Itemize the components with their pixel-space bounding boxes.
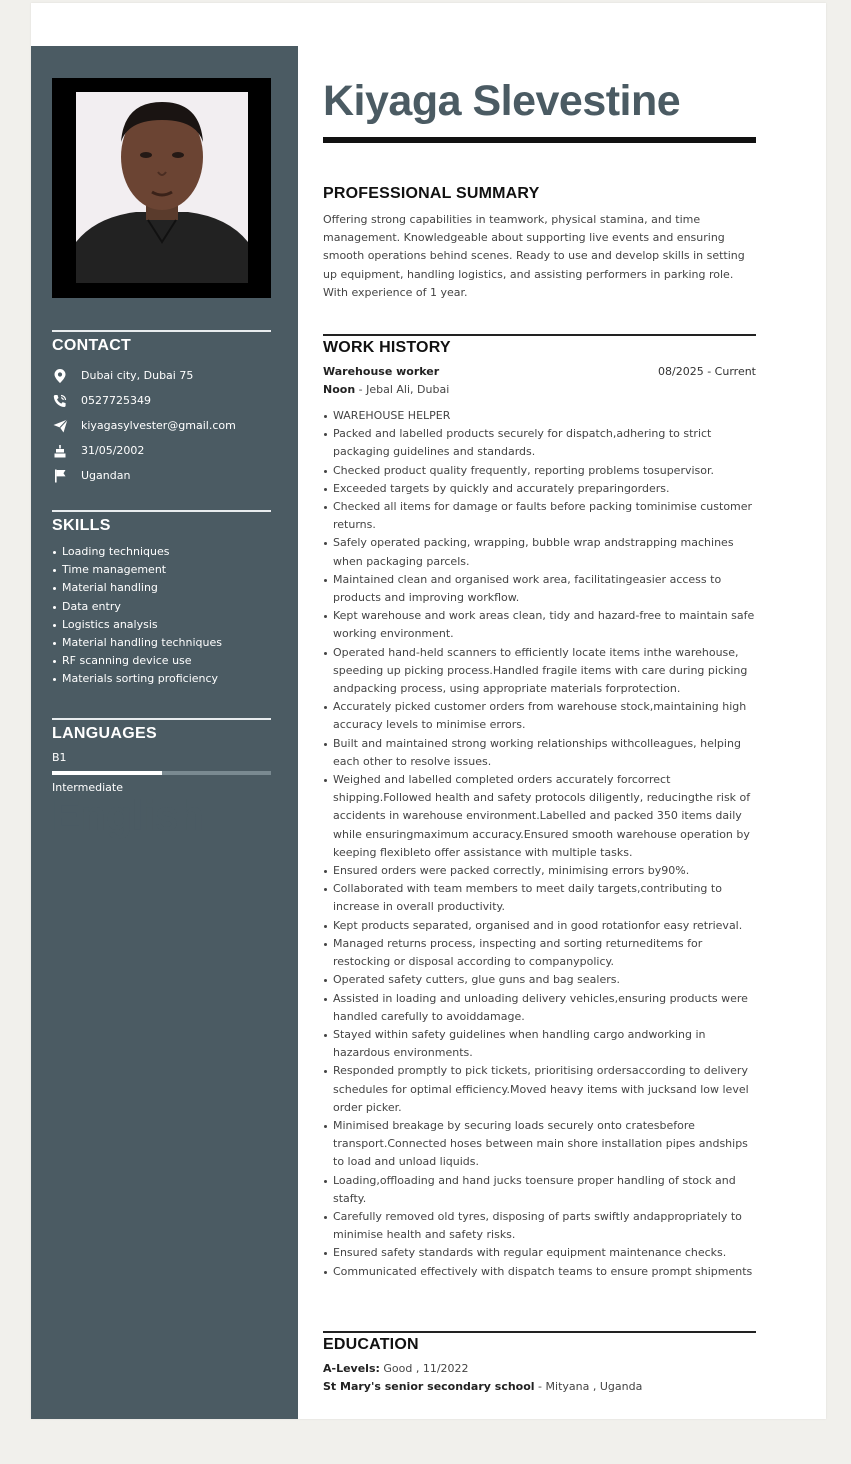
- job-header: [323, 365, 756, 378]
- skill-item: Logistics analysis: [52, 616, 271, 634]
- language-name: English: [52, 792, 204, 840]
- skills-list: [52, 543, 271, 689]
- language-proficiency-bar: [52, 771, 271, 775]
- skill-item: Data entry: [52, 598, 271, 616]
- summary-heading: PROFESSIONAL SUMMARY: [323, 185, 540, 202]
- divider: [323, 1331, 756, 1333]
- contact-heading: CONTACT: [52, 337, 132, 354]
- duty-item: Weighed and labelled completed orders accurately forcorrect shipping.Followed health and safety protocols diligently, reducingthe risk of accidents in warehouse environment.Labelled and packed 350 items daily while ensuringmaximum accuracy.Ensured smooth warehouse operation by keeping flexibleto offer assistance with multiple tasks.: [323, 771, 756, 862]
- duty-item: Kept products separated, organised and in good rotationfor easy retrieval.: [323, 917, 756, 935]
- duty-item: Loading,offloading and hand jucks toensure proper handling of stock and stafty.: [323, 1172, 756, 1208]
- language-proficiency-fill: [52, 771, 162, 775]
- sidebar: [31, 46, 298, 1419]
- education-heading: EDUCATION: [323, 1336, 419, 1353]
- divider: [323, 334, 756, 336]
- languages-section: [52, 718, 271, 840]
- job-title: Warehouse worker: [323, 365, 440, 378]
- work-history-heading: WORK HISTORY: [323, 339, 451, 356]
- duty-item: Checked all items for damage or faults before packing tominimise customer returns.: [323, 498, 756, 534]
- degree-name: A-Levels:: [323, 1362, 380, 1375]
- summary-text: Offering strong capabilities in teamwork, physical stamina, and time management. Knowledgeable about supporting live events and ensuring smooth operations behind scenes. Ready to use and develop skills in setting up equipment, handling logistics, and assisting performers in parking role. With experience of 1 year.: [323, 213, 745, 299]
- duty-item: Built and maintained strong working relationships withcolleagues, helping each other to resolve issues.: [323, 735, 756, 771]
- duty-item: Ensured orders were packed correctly, minimising errors by90%.: [323, 862, 756, 880]
- contact-birthdate: [52, 438, 271, 463]
- name-underline: [323, 137, 756, 143]
- skills-heading: SKILLS: [52, 517, 111, 534]
- duty-item: Packed and labelled products securely for dispatch,adhering to strict packaging guidelines and standards.: [323, 425, 756, 461]
- skill-item: Materials sorting proficiency: [52, 670, 271, 688]
- degree-detail: Good , 11/2022: [379, 1362, 469, 1375]
- candidate-name: Kiyaga Slevestine: [323, 77, 681, 125]
- duty-item: Communicated effectively with dispatch teams to ensure prompt shipments: [323, 1263, 756, 1281]
- duty-item: Operated safety cutters, glue guns and bag sealers.: [323, 971, 756, 989]
- contact-nationality: [52, 463, 271, 488]
- duty-item: Managed returns process, inspecting and sorting returneditems for restocking or disposal according to companypolicy.: [323, 935, 756, 971]
- skill-item: Time management: [52, 561, 271, 579]
- duty-item: Stayed within safety guidelines when handling cargo andworking in hazardous environments.: [323, 1026, 756, 1062]
- contact-email: [52, 413, 271, 438]
- job-dates: 08/2025 - Current: [658, 365, 756, 378]
- duty-item: Ensured safety standards with regular equipment maintenance checks.: [323, 1244, 756, 1262]
- duty-item: Safely operated packing, wrapping, bubble wrap andstrapping machines when packaging parcels.: [323, 534, 756, 570]
- send-icon: [52, 418, 68, 434]
- employer-location: - Jebal Ali, Dubai: [355, 383, 450, 396]
- divider: [52, 718, 271, 720]
- duty-item: Operated hand-held scanners to efficiently locate items inthe warehouse, speeding up picking process.Handled fragile items with care during picking andpacking process, using appropriate materials forprotection.: [323, 644, 756, 699]
- divider: [52, 510, 271, 512]
- contact-address: [52, 363, 271, 388]
- employer: [323, 383, 449, 396]
- duty-item: Checked product quality frequently, reporting problems tosupervisor.: [323, 462, 756, 480]
- profile-photo: [76, 92, 248, 283]
- contact-email-text: kiyagasylvester@gmail.com: [81, 419, 236, 432]
- divider: [52, 330, 271, 332]
- contact-phone: [52, 388, 271, 413]
- education-degree: [323, 1362, 469, 1375]
- contact-address-text: Dubai city, Dubai 75: [81, 369, 194, 382]
- contact-nationality-text: Ugandan: [81, 469, 131, 482]
- employer-name: Noon: [323, 383, 356, 396]
- languages-heading: LANGUAGES: [52, 725, 157, 742]
- skill-item: Material handling techniques: [52, 634, 271, 652]
- duty-item: Assisted in loading and unloading delivery vehicles,ensuring products were handled carefully to avoiddamage.: [323, 990, 756, 1026]
- language-level-code: B1: [52, 751, 67, 764]
- duty-item: Minimised breakage by securing loads securely onto cratesbefore transport.Connected hoses between main shore installation pipes andships to load and unload liquids.: [323, 1117, 756, 1172]
- school-location: - Mityana , Uganda: [534, 1380, 643, 1393]
- contact-birthdate-text: 31/05/2002: [81, 444, 145, 457]
- birthday-cake-icon: [52, 443, 68, 459]
- phone-icon: [52, 393, 68, 409]
- resume-page: [31, 3, 826, 1419]
- duty-item: WAREHOUSE HELPER: [323, 407, 756, 425]
- contact-section: [52, 330, 271, 488]
- duty-item: Maintained clean and organised work area, facilitatingeasier access to products and improving workflow.: [323, 571, 756, 607]
- education-school: [323, 1380, 642, 1393]
- duty-item: Responded promptly to pick tickets, prioritising ordersaccording to delivery schedules for optimal efficiency.Moved heavy items with jucksand low level order picker.: [323, 1062, 756, 1117]
- duty-item: Accurately picked customer orders from warehouse stock,maintaining high accuracy levels to minimise errors.: [323, 698, 756, 734]
- contact-phone-text: 0527725349: [81, 394, 151, 407]
- duty-item: Kept warehouse and work areas clean, tidy and hazard-free to maintain safe working environment.: [323, 607, 756, 643]
- skill-item: Material handling: [52, 579, 271, 597]
- profile-photo-frame: [52, 78, 271, 298]
- skills-section: [52, 510, 271, 689]
- flag-icon: [52, 468, 68, 484]
- language-level: Intermediate: [52, 781, 123, 794]
- duty-item: Exceeded targets by quickly and accurately preparingorders.: [323, 480, 756, 498]
- skill-item: RF scanning device use: [52, 652, 271, 670]
- duties-list: [323, 407, 756, 1281]
- location-pin-icon: [52, 368, 68, 384]
- school-name: St Mary's senior secondary school: [323, 1380, 535, 1393]
- duty-item: Carefully removed old tyres, disposing of parts swiftly andappropriately to minimise health and safety risks.: [323, 1208, 756, 1244]
- skill-item: Loading techniques: [52, 543, 271, 561]
- duty-item: Collaborated with team members to meet daily targets,contributing to increase in overall productivity.: [323, 880, 756, 916]
